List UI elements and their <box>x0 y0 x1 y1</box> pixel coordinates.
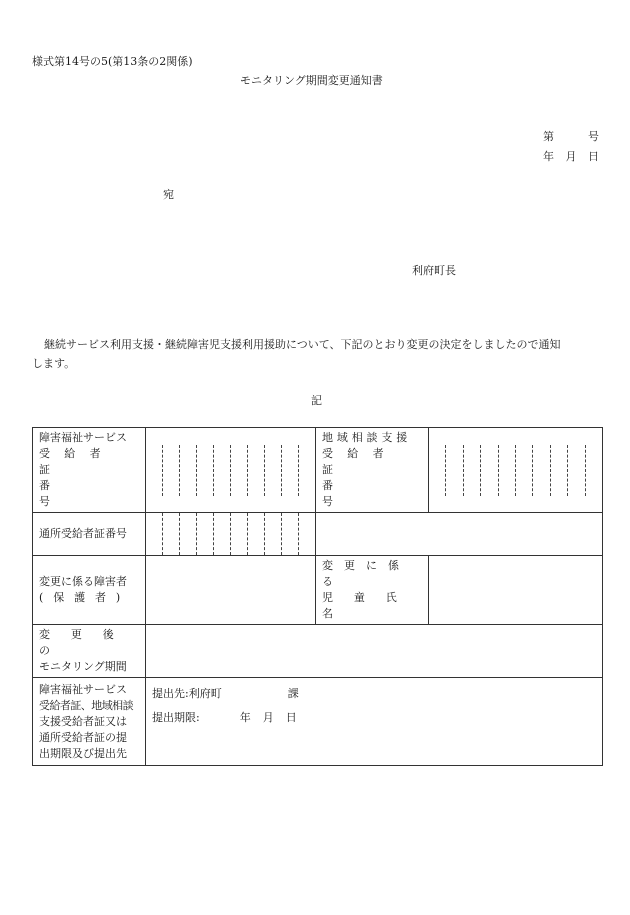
consultation-certificate-number-field[interactable] <box>429 428 603 513</box>
submit-to-suffix: 課 <box>287 687 299 700</box>
submit-to-label: 提出先:利府町 <box>152 687 222 700</box>
label-line: 障害福祉サービス <box>39 431 127 444</box>
deadline-label: 提出期限: <box>152 711 200 724</box>
body-paragraph-line1: 継続サービス利用支援・継続障害児支援利用援助について、下記のとおり変更の決定をしましたので通知 <box>44 338 561 351</box>
date-year: 年 <box>543 150 554 163</box>
row2-empty <box>316 513 603 556</box>
label-line: 番号 <box>322 479 388 508</box>
label-line: 出期限及び提出先 <box>39 747 127 760</box>
body-paragraph-line2: します。 <box>32 357 76 370</box>
addressee: 宛 <box>163 188 174 201</box>
table-row <box>33 428 603 513</box>
child-name-label <box>316 556 429 625</box>
submit-to-line[interactable] <box>146 678 602 706</box>
table-row <box>33 625 603 678</box>
label-line: 変更に係る <box>322 559 410 588</box>
day-service-certificate-number-label: 通所受給者証番号 <box>33 513 146 556</box>
label-line: 障害福祉サービス <box>39 683 127 696</box>
deadline-day: 日 <box>285 711 297 724</box>
issuer: 利府町長 <box>412 264 456 277</box>
form-number: 様式第14号の5(第13条の2関係) <box>32 55 193 68</box>
label-line: 変更に係る障害者 <box>39 575 127 588</box>
label-line: 受給者証 <box>322 447 398 476</box>
table-row <box>33 678 603 766</box>
number-suffix: 号 <box>588 130 599 143</box>
child-name-field[interactable] <box>429 556 603 625</box>
label-line: 番号 <box>39 479 105 508</box>
monitoring-period-label <box>33 625 146 678</box>
consultation-certificate-number-label <box>316 428 429 513</box>
document-title: モニタリング期間変更通知書 <box>240 74 383 87</box>
label-line: 受給者証、地域相談 <box>39 699 134 712</box>
notification-table <box>32 427 603 766</box>
ki-heading: 記 <box>311 394 322 407</box>
service-certificate-number-label <box>33 428 146 513</box>
table-row <box>33 556 603 625</box>
deadline-year: 年 <box>239 711 251 724</box>
submission-label <box>33 678 146 766</box>
label-line: モニタリング期間 <box>39 660 127 673</box>
table-row <box>33 513 603 556</box>
service-certificate-number-field[interactable] <box>146 428 316 513</box>
label-line: 地域相談支援 <box>322 431 412 444</box>
day-service-certificate-number-field[interactable] <box>146 513 316 556</box>
document-number <box>543 128 599 144</box>
affected-person-label <box>33 556 146 625</box>
monitoring-period-field[interactable] <box>146 625 603 678</box>
number-prefix: 第 <box>543 130 554 143</box>
document-date <box>543 148 599 164</box>
label-line: 児童氏名 <box>322 591 418 620</box>
label-line: 受給者証 <box>39 447 115 476</box>
deadline-line[interactable] <box>146 706 602 730</box>
affected-person-field[interactable] <box>146 556 316 625</box>
label-line: 変更後の <box>39 628 135 657</box>
label-line: 通所受給者証の提 <box>39 731 127 744</box>
submission-field <box>146 678 603 766</box>
date-day: 日 <box>588 150 599 163</box>
label-line: 支援受給者証又は <box>39 715 127 728</box>
date-month: 月 <box>565 150 577 163</box>
label-line: (保護者) <box>39 591 131 604</box>
deadline-month: 月 <box>262 711 274 724</box>
